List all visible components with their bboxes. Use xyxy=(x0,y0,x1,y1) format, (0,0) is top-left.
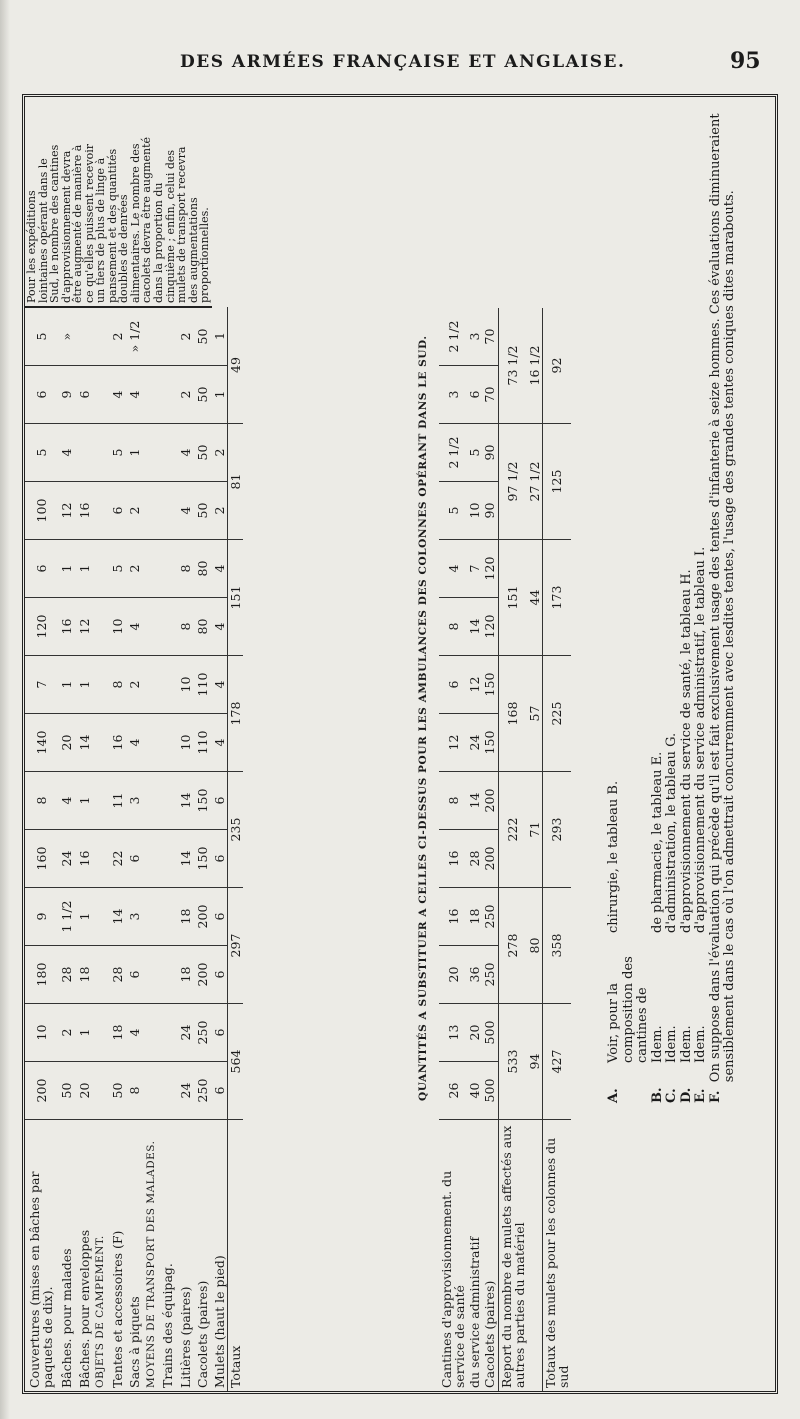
cell-value: 12 xyxy=(76,598,94,656)
row-label: Mulets (haut le pied) xyxy=(211,1255,227,1388)
cell-value: 5 xyxy=(439,482,467,540)
cell-value: 8 xyxy=(176,598,194,656)
cell-value: 4 xyxy=(108,366,126,424)
table-ambulance-composition xyxy=(25,130,243,1391)
cell-value: 2 xyxy=(126,656,144,714)
cell-empty xyxy=(93,830,108,888)
page-header xyxy=(0,48,800,84)
total-value: 27 1/2 xyxy=(527,424,543,540)
cell-empty xyxy=(93,1062,108,1120)
cell-empty xyxy=(159,307,177,366)
row-label: Cacolets (paires) xyxy=(195,1280,211,1388)
total-value: 80 xyxy=(527,888,543,1004)
cell-empty xyxy=(527,1120,543,1392)
cell-value: 4 xyxy=(176,482,194,540)
cell-value: 8 xyxy=(176,540,194,598)
table-row xyxy=(176,130,194,1391)
cell-value: 2 xyxy=(212,482,228,540)
cell-value: 200 xyxy=(25,1062,58,1120)
cell-value: 2 xyxy=(176,307,194,366)
cell-value: 1 xyxy=(126,424,144,482)
total-value: 297 xyxy=(227,888,243,1004)
cell-value: 90 xyxy=(482,482,498,540)
cell-value: 5 xyxy=(25,307,58,366)
section-title: MOYENS DE TRANSPORT DES MALADES. xyxy=(144,1140,157,1388)
cell-value: 36 xyxy=(467,946,482,1004)
total-value: 71 xyxy=(527,772,543,888)
total-value: 151 xyxy=(498,540,527,656)
cell-empty xyxy=(93,946,108,1004)
cell-value: 18 xyxy=(467,888,482,946)
cell-value: 150 xyxy=(482,656,498,714)
cell-value: 8 xyxy=(25,772,58,830)
cell-value: 6 xyxy=(126,830,144,888)
total-value: 44 xyxy=(527,540,543,656)
footnote-text: d'approvisionnement du service de santé, le tableau H. xyxy=(678,569,694,933)
footnote-text: de pharmacie, le tableau E. xyxy=(649,751,665,933)
footnote-key: D. xyxy=(678,1087,694,1103)
cell-empty xyxy=(144,830,159,888)
cell-empty xyxy=(159,772,177,830)
cell-empty xyxy=(93,772,108,830)
cell-empty xyxy=(159,714,177,772)
cell-empty xyxy=(159,598,177,656)
cell-empty xyxy=(144,366,159,424)
footnote-text: chirurgie, le tableau B. xyxy=(606,780,621,933)
cell-value: 6 xyxy=(25,366,58,424)
cell-value: 120 xyxy=(482,540,498,598)
cell-value: 4 xyxy=(58,424,76,482)
cell-value: 24 xyxy=(176,1004,194,1062)
cell-value: 8 xyxy=(439,772,467,830)
cell-value: 150 xyxy=(194,772,212,830)
cell-value: 2 xyxy=(212,424,228,482)
row-label: Cantines d'approvisionnement. du service de santé xyxy=(439,1170,468,1388)
cell-value: 90 xyxy=(482,424,498,482)
cell-value: 6 xyxy=(212,946,228,1004)
cell-value: 10 xyxy=(467,482,482,540)
cell-value: 4 xyxy=(126,366,144,424)
cell-value: 2 xyxy=(58,1004,76,1062)
cell-value: 6 xyxy=(212,830,228,888)
cell-value: 4 xyxy=(439,540,467,598)
totals-row xyxy=(227,130,243,1391)
total-value: 16 1/2 xyxy=(527,308,543,424)
cell-value: 3 xyxy=(126,772,144,830)
cell-value: 4 xyxy=(212,598,228,656)
cell-empty xyxy=(159,1004,177,1062)
cell-value: 1 xyxy=(58,540,76,598)
cell-value: 80 xyxy=(194,540,212,598)
cell-value: 50 xyxy=(194,307,212,366)
table-south-substitutions xyxy=(439,308,571,1391)
cell-empty xyxy=(93,366,108,424)
cell-value: 2 1/2 xyxy=(439,424,467,482)
cell-value: 4 xyxy=(126,1004,144,1062)
row-label: Bâches. pour malades xyxy=(59,1248,75,1388)
cell-value: 150 xyxy=(482,714,498,772)
cell-value: » 1/2 xyxy=(126,307,144,366)
cell-value: 4 xyxy=(212,540,228,598)
cell-value: 2 xyxy=(126,482,144,540)
cell-value: 12 xyxy=(467,656,482,714)
cell-value: 7 xyxy=(467,540,482,598)
cell-empty xyxy=(93,598,108,656)
table-row xyxy=(76,130,94,1391)
table-row xyxy=(212,130,228,1391)
cell-value: 11 xyxy=(108,772,126,830)
cell-value: 2 xyxy=(108,307,126,366)
cell-value: 10 xyxy=(176,714,194,772)
total-value: 81 xyxy=(227,424,243,540)
footnote-text: d'administration, le tableau G. xyxy=(664,732,680,933)
total-value: 57 xyxy=(527,656,543,772)
cell-value: 26 xyxy=(439,1062,467,1120)
total-value: 427 xyxy=(542,1004,571,1120)
cell-empty xyxy=(93,307,108,366)
cell-value: 200 xyxy=(194,888,212,946)
cell-empty xyxy=(144,888,159,946)
cell-empty xyxy=(93,424,108,482)
cell-value: 13 xyxy=(439,1004,467,1062)
cell-value: 250 xyxy=(194,1062,212,1120)
cell-value: 6 xyxy=(467,366,482,424)
cell-value: 4 xyxy=(126,714,144,772)
total-value: 278 xyxy=(498,888,527,1004)
cell-value: 50 xyxy=(194,366,212,424)
row-label: Tentes et accessoires (F) xyxy=(109,1230,125,1388)
footnote xyxy=(651,113,666,1103)
total-value: 225 xyxy=(542,656,571,772)
cell-empty xyxy=(144,307,159,366)
cell-empty xyxy=(93,1004,108,1062)
cell-value: 250 xyxy=(482,888,498,946)
cell-value: 1 xyxy=(58,656,76,714)
footnote-ref: Idem. xyxy=(664,1025,680,1063)
cell-value: 12 xyxy=(58,482,76,540)
cell-value: 16 xyxy=(76,482,94,540)
cell-empty xyxy=(159,656,177,714)
total-value: 533 xyxy=(498,1004,527,1120)
cell-empty xyxy=(144,656,159,714)
cell-value: 4 xyxy=(212,656,228,714)
cell-value: 6 xyxy=(439,656,467,714)
cell-value: 6 xyxy=(212,888,228,946)
cell-value: 12 xyxy=(439,714,467,772)
row-label: Cacolets (paires) xyxy=(482,1280,498,1388)
footnote-key: E. xyxy=(693,1088,709,1103)
cell-empty xyxy=(159,482,177,540)
cell-value: 6 xyxy=(126,946,144,1004)
cell-value: 4 xyxy=(212,714,228,772)
rotated-table-sheet xyxy=(25,97,775,1391)
cell-value xyxy=(76,307,94,366)
total-value: 92 xyxy=(542,308,571,424)
cell-empty xyxy=(93,482,108,540)
cell-value: 4 xyxy=(126,598,144,656)
cell-value: 500 xyxy=(482,1004,498,1062)
cell-value: 6 xyxy=(25,540,58,598)
footnote-key: C. xyxy=(664,1088,680,1103)
table-row xyxy=(126,130,144,1391)
cell-empty xyxy=(144,540,159,598)
cell-value: 5 xyxy=(108,540,126,598)
cell-value: 14 xyxy=(76,714,94,772)
cell-value: 1 xyxy=(76,656,94,714)
cell-value: 10 xyxy=(25,1004,58,1062)
table-row xyxy=(194,130,212,1391)
cell-value: 50 xyxy=(108,1062,126,1120)
cell-value: 5 xyxy=(467,424,482,482)
cell-value: 14 xyxy=(467,598,482,656)
cell-value: 70 xyxy=(482,366,498,424)
cell-empty xyxy=(144,946,159,1004)
cell-value: 6 xyxy=(212,1004,228,1062)
cell-empty xyxy=(144,714,159,772)
cell-value: 14 xyxy=(108,888,126,946)
total-value: 125 xyxy=(542,424,571,540)
cell-value: 200 xyxy=(482,772,498,830)
total-value: 49 xyxy=(227,307,243,424)
cell-value: 70 xyxy=(482,308,498,366)
transport-label-row xyxy=(159,130,177,1391)
cell-value: 250 xyxy=(482,946,498,1004)
page-gutter-shadow xyxy=(0,0,10,1419)
cell-empty xyxy=(144,482,159,540)
cell-empty xyxy=(159,830,177,888)
cell-empty xyxy=(159,946,177,1004)
cell-value: 5 xyxy=(108,424,126,482)
footnote xyxy=(607,113,651,1103)
cell-value: 6 xyxy=(76,366,94,424)
cell-value: 1 xyxy=(76,1004,94,1062)
row-label: Couvertures (mises en bâches par paquets de dix). xyxy=(27,1171,56,1388)
cell-value: 18 xyxy=(76,946,94,1004)
cell-empty xyxy=(93,888,108,946)
total-value: 358 xyxy=(542,888,571,1004)
total-value: 97 1/2 xyxy=(498,424,527,540)
cell-value: 40 xyxy=(467,1062,482,1120)
cell-value: 10 xyxy=(176,656,194,714)
section-header xyxy=(144,130,159,1391)
cell-value: 1 1/2 xyxy=(58,888,76,946)
cell-empty xyxy=(159,540,177,598)
cell-value: 9 xyxy=(58,366,76,424)
row-label: du service administratif xyxy=(467,1236,483,1388)
cell-empty xyxy=(93,656,108,714)
cell-value: 18 xyxy=(176,946,194,1004)
cell-value: 20 xyxy=(76,1062,94,1120)
totals-label: Totaux xyxy=(227,1120,243,1392)
table-row xyxy=(439,308,467,1391)
cell-empty xyxy=(144,424,159,482)
cell-empty xyxy=(144,772,159,830)
cell-empty xyxy=(93,540,108,598)
cell-value: 1 xyxy=(76,540,94,598)
cell-value: 16 xyxy=(58,598,76,656)
section-title: OBJETS DE CAMPEMENT. xyxy=(94,1235,107,1388)
footnote-text: On suppose dans l'évaluation qui précède qu'il est fait exclusivement usage des tentes d'infanterie à seize hommes. Ces évaluations diminueraient sensiblement dans le cas où l'on admettrait concurremment avec lesdites tentes, l'usage des grandes tentes coniques dites marabouts. xyxy=(707,113,738,1083)
total-value: 564 xyxy=(227,1004,243,1120)
cell-value: 4 xyxy=(58,772,76,830)
cell-value: 1 xyxy=(76,772,94,830)
final-label: Totaux des mulets pour les colonnes du sud xyxy=(542,1120,571,1392)
cell-value: 18 xyxy=(176,888,194,946)
table-row xyxy=(482,308,498,1391)
cell-value: 22 xyxy=(108,830,126,888)
cell-value: 1 xyxy=(212,366,228,424)
cell-value: 2 xyxy=(176,366,194,424)
total-value: 222 xyxy=(498,772,527,888)
cell-value: 200 xyxy=(194,946,212,1004)
cell-value: 8 xyxy=(439,598,467,656)
footnote-key: B. xyxy=(649,1087,665,1103)
south-columns-subtitle: QUANTITÉS A SUBSTITUER A CELLES CI-DESSUS POUR LES AMBULANCES DES COLONNES OPÉRANT DANS LE SUD. xyxy=(417,335,429,1101)
total-value: 168 xyxy=(498,656,527,772)
cell-empty xyxy=(144,598,159,656)
footnote-ref: Idem. xyxy=(649,1025,665,1063)
report-label: Report du nombre de mulets affectés aux autres parties du matériel xyxy=(498,1120,527,1392)
total-value: 235 xyxy=(227,772,243,888)
footnote-key: F. xyxy=(707,1090,723,1103)
cell-empty xyxy=(144,1004,159,1062)
cell-value: » xyxy=(58,307,76,366)
cell-value: 7 xyxy=(25,656,58,714)
footnote-ref: Voir, pour la composition des cantines de xyxy=(606,956,651,1063)
cell-value: 50 xyxy=(194,482,212,540)
footnote xyxy=(694,113,709,1103)
footnote xyxy=(680,113,695,1103)
table-row xyxy=(108,130,126,1391)
cell-value: 14 xyxy=(176,830,194,888)
cell-value: 10 xyxy=(108,598,126,656)
cell-empty xyxy=(159,1062,177,1120)
cell-value: 20 xyxy=(467,1004,482,1062)
cell-empty xyxy=(144,1062,159,1120)
total-value: 173 xyxy=(542,540,571,656)
running-title: DES ARMÉES FRANÇAISE ET ANGLAISE. xyxy=(180,52,626,72)
footnote-ref: Idem. xyxy=(678,1025,694,1063)
row-label: Sacs à piquets xyxy=(127,1296,143,1388)
table-row xyxy=(467,308,482,1391)
row-label: Bâches. pour enveloppes xyxy=(76,1229,92,1388)
total-value: 73 1/2 xyxy=(498,308,527,424)
cell-value: 180 xyxy=(25,946,58,1004)
cell-value: 3 xyxy=(439,366,467,424)
cell-value: 28 xyxy=(58,946,76,1004)
cell-value: 24 xyxy=(467,714,482,772)
cell-value: 1 xyxy=(212,307,228,366)
cell-empty xyxy=(93,714,108,772)
cell-value: 28 xyxy=(467,830,482,888)
table-row xyxy=(58,130,76,1391)
final-totals-row xyxy=(542,308,571,1391)
cell-value: 16 xyxy=(108,714,126,772)
cell-value: 14 xyxy=(176,772,194,830)
total-value: 293 xyxy=(542,772,571,888)
cell-value: 8 xyxy=(126,1062,144,1120)
cell-value: 110 xyxy=(194,714,212,772)
transport-label: Trains des équipag. xyxy=(160,1263,176,1388)
cell-value: 16 xyxy=(439,830,467,888)
cell-value: 3 xyxy=(467,308,482,366)
footnotes xyxy=(607,113,738,1103)
cell-value: 20 xyxy=(439,946,467,1004)
table-row xyxy=(25,130,58,1391)
cell-value: 500 xyxy=(482,1062,498,1120)
cell-empty xyxy=(159,366,177,424)
cell-value: 8 xyxy=(108,656,126,714)
cell-value: 100 xyxy=(25,482,58,540)
cell-value: 120 xyxy=(482,598,498,656)
cell-value: 200 xyxy=(482,830,498,888)
cell-value: 14 xyxy=(467,772,482,830)
report-totals-row xyxy=(498,308,527,1391)
total-value: 151 xyxy=(227,540,243,656)
total-value: 178 xyxy=(227,656,243,772)
cell-value xyxy=(76,424,94,482)
cell-value: 1 xyxy=(76,888,94,946)
cell-value: 24 xyxy=(176,1062,194,1120)
total-value: 94 xyxy=(527,1004,543,1120)
cell-empty xyxy=(159,424,177,482)
cell-value: 6 xyxy=(212,1062,228,1120)
report-sub-row xyxy=(527,308,543,1391)
cell-value: 3 xyxy=(126,888,144,946)
cell-value: 140 xyxy=(25,714,58,772)
cell-value: 20 xyxy=(58,714,76,772)
cell-value: 50 xyxy=(58,1062,76,1120)
cell-value: 4 xyxy=(176,424,194,482)
cell-value: 24 xyxy=(58,830,76,888)
cell-value: 9 xyxy=(25,888,58,946)
cell-value: 16 xyxy=(439,888,467,946)
cell-value: 120 xyxy=(25,598,58,656)
footnote-key: A. xyxy=(606,1088,621,1103)
cell-value: 28 xyxy=(108,946,126,1004)
row-label: Litières (paires) xyxy=(177,1286,193,1388)
cell-value: 150 xyxy=(194,830,212,888)
cell-value: 16 xyxy=(76,830,94,888)
footnote xyxy=(709,113,738,1103)
cell-value: 80 xyxy=(194,598,212,656)
south-note: Pour les expéditions lointaines opérant dans le Sud, le nombre des cantines d'approvisionnement devra être augmenté de manière à ce qu'elles puissent recevoir un tiers de plus de linge à pansement et des quantités doubles de denrées alimentaires. Le nombre des cacolets devra être augmenté dans la proportion du cinquième ; enfin, celui des mulets de transport recevra des augmentations proportionnelles. xyxy=(25,130,212,307)
page-number: 95 xyxy=(730,48,761,74)
cell-value: 6 xyxy=(212,772,228,830)
cell-value: 50 xyxy=(194,424,212,482)
footnote-ref: Idem. xyxy=(693,1025,709,1063)
footnote xyxy=(665,113,680,1103)
cell-value: 250 xyxy=(194,1004,212,1062)
cell-value: 5 xyxy=(25,424,58,482)
cell-value: 2 xyxy=(126,540,144,598)
cell-value: 6 xyxy=(108,482,126,540)
cell-value: 110 xyxy=(194,656,212,714)
cell-value: 18 xyxy=(108,1004,126,1062)
footnote-text: d'approvisionnement du service administratif, le tableau I. xyxy=(693,546,709,933)
cell-value: 160 xyxy=(25,830,58,888)
section-header xyxy=(93,130,108,1391)
cell-value: 2 1/2 xyxy=(439,308,467,366)
cell-empty xyxy=(159,888,177,946)
